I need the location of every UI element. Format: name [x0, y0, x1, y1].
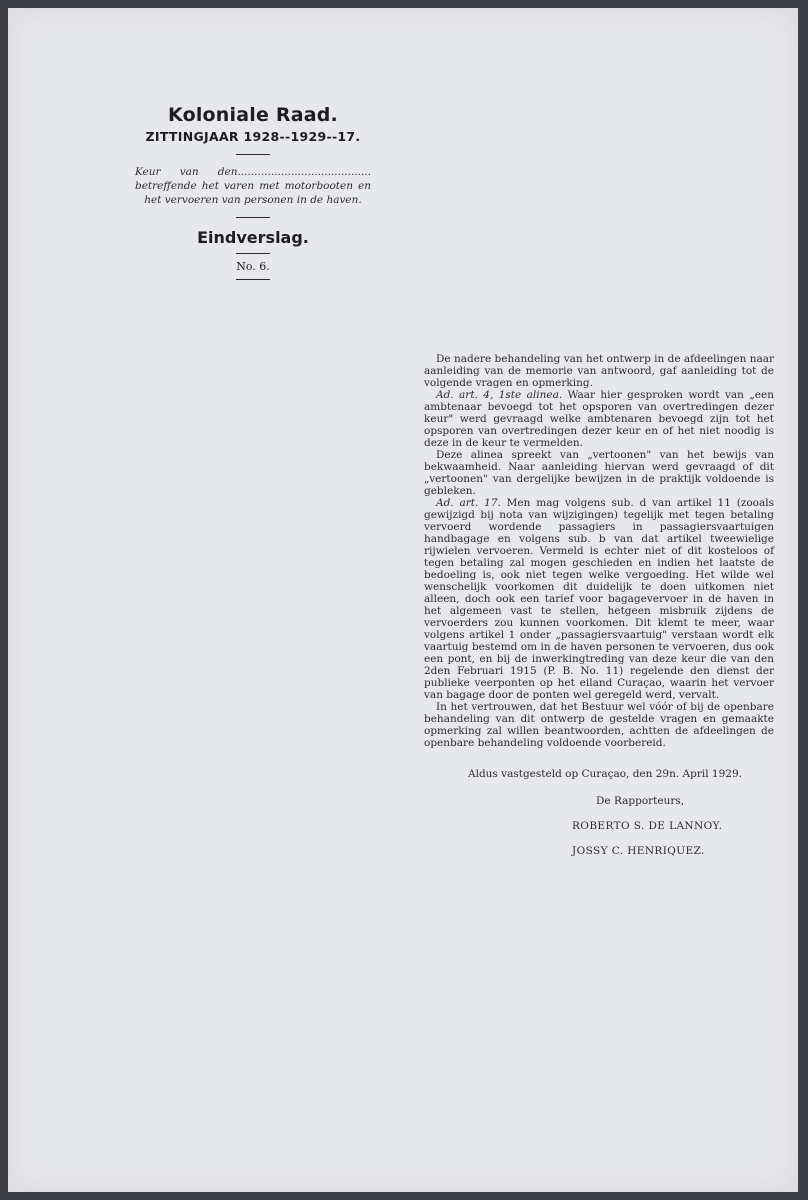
- signature-rapporteur-1: ROBERTO S. DE LANNOY.: [572, 820, 723, 832]
- council-title: Koloniale Raad.: [168, 104, 338, 126]
- divider: [236, 279, 270, 280]
- paragraph: De nadere behandeling van het ontwerp in de afdeelingen naar aanleiding van de memorie van antwoord, gaf aanleiding tot de volgende vragen en opmerking.: [424, 353, 774, 389]
- session-year: ZITTINGJAAR 1928--1929--17.: [145, 129, 361, 144]
- paragraph: In het vertrouwen, dat het Bestuur wel vóór of bij de openbare behandeling van dit ontwerp de gestelde vragen en gemaakte opmerking zal willen beantwoorden, achtten de afdeelingen de openbare behandeling voldoende voorbereid.: [424, 701, 774, 749]
- adoption-line: Aldus vastgesteld op Curaçao, den 29n. April 1929.: [468, 768, 742, 780]
- paragraph: Deze alinea spreekt van „vertoonen" van het bewijs van bekwaamheid. Naar aanleiding hiervan werd gevraagd of dit „vertoonen" van dergelijke bewijzen in de praktijk voldoende is gebleken.: [424, 449, 774, 497]
- article-reference: Ad. art. 17.: [436, 497, 501, 509]
- divider: [236, 154, 270, 155]
- signature-rapporteur-2: JOSSY C. HENRIQUEZ.: [572, 845, 705, 857]
- document-page: [8, 8, 798, 1192]
- document-header: [108, 104, 398, 280]
- divider: [236, 253, 270, 254]
- paragraph-text: Men mag volgens sub. d van artikel 11 (zooals gewijzigd bij nota van wijzigingen) tegelijk met tegen betaling vervoerd wordende passagiers in passagiersvaartuigen handbagage en volgens sub. b van dat artikel tweewielige rijwielen vervoeren. Vermeld is echter niet of dit kosteloos of tegen betaling zal mogen geschieden en indien het laatste de bedoeling is, ook niet tegen welke vergoeding. Het wilde wel wenschelijk voorkomen dit duidelijk te doen uitkomen niet alleen, doch ook een tarief voor bagagevervoer in de haven in het algemeen vast te stellen, hetgeen misbruik zijdens de vervoerders zou kunnen voorkomen. Dit klemt te meer, waar volgens artikel 1 onder „passagiersvaartuig" verstaan wordt elk vaartuig bestemd om in de haven personen te vervoeren, dus ook een pont, en bij de inwerkingtreding van deze keur die van den 2den Februari 1915 (P. B. No. 11) regelende den dienst der publieke veerponten op het eiland Curaçao, waarin het vervoer van bagage door de ponten wel geregeld werd, vervalt.: [424, 497, 774, 701]
- ordinance-subject: Keur van den........................................ betreffende het varen met motorbooten en het vervoeren van personen in de haven.: [135, 166, 371, 206]
- report-body: [424, 353, 774, 749]
- rapporteurs-label: De Rapporteurs,: [596, 795, 685, 807]
- report-number: No. 6.: [236, 260, 270, 273]
- article-reference: Ad. art. 4, 1ste alinea.: [436, 389, 563, 401]
- paragraph-text: Waar hier gesproken wordt van „een ambtenaar bevoegd tot het opsporen van overtredingen dezer keur" werd gevraagd welke ambtenaren bevoegd zijn tot het opsporen van overtredingen dezer keur en of het niet noodig is deze in de keur te vermelden.: [424, 389, 774, 449]
- paragraph: [424, 389, 774, 449]
- paragraph: [424, 497, 774, 701]
- divider: [236, 217, 270, 218]
- report-title: Eindverslag.: [197, 228, 309, 247]
